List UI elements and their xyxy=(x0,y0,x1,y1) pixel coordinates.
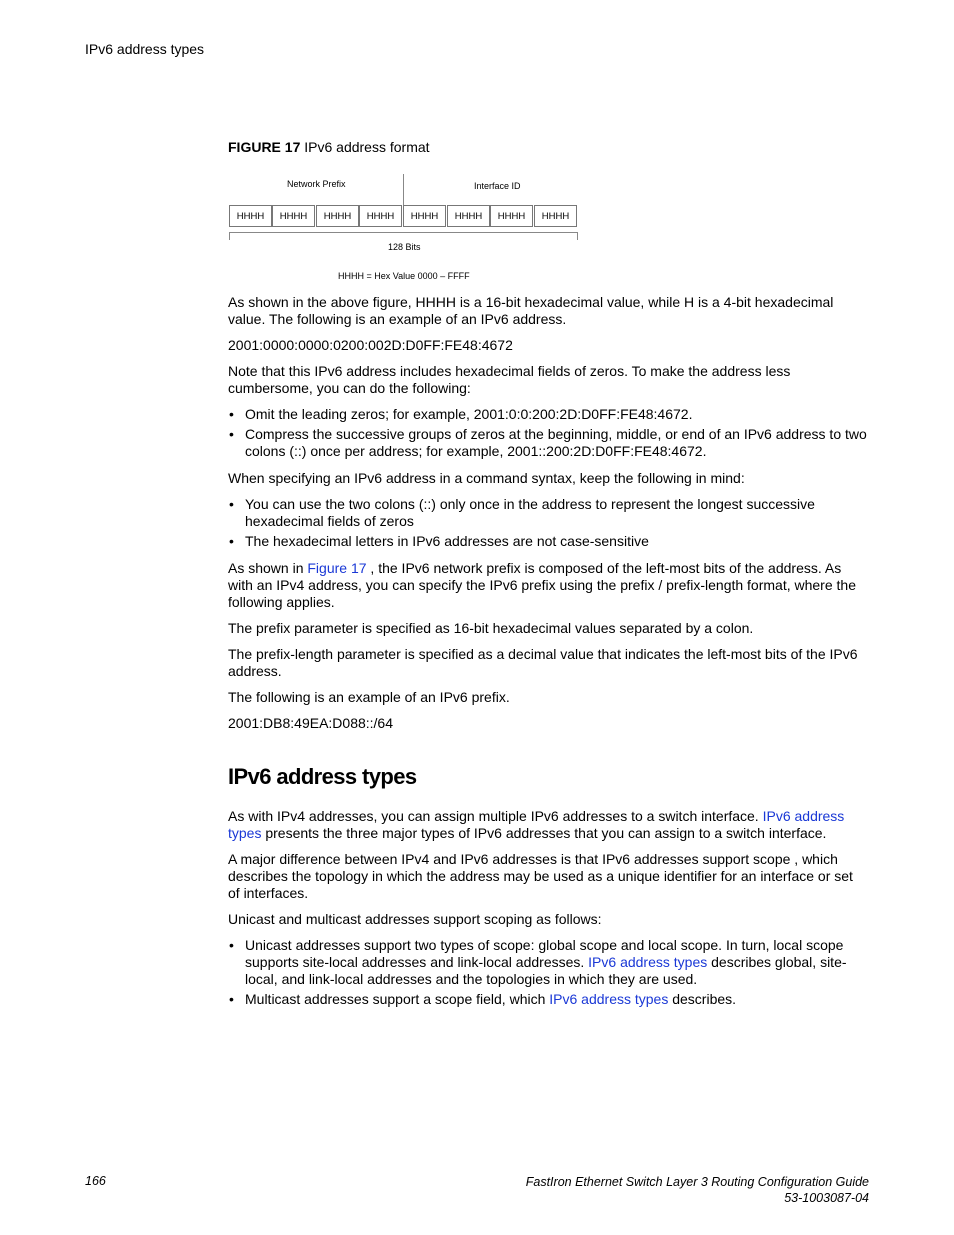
hex-cell: HHHH xyxy=(403,205,446,227)
text: describes. xyxy=(668,991,737,1007)
hex-cell: HHHH xyxy=(534,205,577,227)
paragraph: The prefix-length parameter is specified as a decimal value that indicates the left-most bits of the IPv6 address. xyxy=(228,646,858,679)
hex-cell: HHHH xyxy=(316,205,359,227)
bits-bracket-line xyxy=(229,232,577,233)
text: , the IPv6 network prefix is composed of the left-most bits of the address. As with an IPv4 address, you can specify the IPv6 prefix using the prefix / prefix-length format, where the following applies. xyxy=(228,560,856,610)
paragraph: Note that this IPv6 address includes hexadecimal fields of zeros. To make the address less cumbersome, you can do the following: xyxy=(228,363,791,396)
text: As with IPv4 addresses, you can assign multiple IPv6 addresses to a switch interface. xyxy=(228,808,763,824)
paragraph: Unicast and multicast addresses support scoping as follows: xyxy=(228,911,602,927)
prefix-divider-line xyxy=(403,174,404,205)
bits-label: 128 Bits xyxy=(388,242,421,252)
text: presents the three major types of IPv6 addresses that you can assign to a switch interface. xyxy=(261,825,827,841)
ipv6-prefix-example: 2001:DB8:49EA:D088::/64 xyxy=(228,715,394,731)
bits-bracket-left xyxy=(229,232,230,240)
figure-caption xyxy=(228,139,430,155)
text: describes global, site-local, and link-local addresses and the topologies in which they are used. xyxy=(245,954,847,987)
hex-cell: HHHH xyxy=(229,205,272,227)
figure-17-link[interactable]: Figure 17 xyxy=(307,560,367,576)
list-item: • The hexadecimal letters in IPv6 addresses are not case-sensitive xyxy=(228,533,868,550)
bullet-list xyxy=(228,496,868,550)
figure-label: FIGURE 17 xyxy=(228,139,301,155)
network-prefix-label: Network Prefix xyxy=(287,179,346,189)
ipv6-address-format-figure xyxy=(228,172,588,287)
section-heading: IPv6 address types xyxy=(228,764,417,789)
paragraph xyxy=(228,560,868,611)
ipv6-address-types-link[interactable]: IPv6 address types xyxy=(549,991,669,1007)
hex-cell: HHHH xyxy=(447,205,490,227)
paragraph: The prefix parameter is specified as 16-bit hexadecimal values separated by a colon. xyxy=(228,620,754,636)
footer-doc-info xyxy=(526,1174,869,1206)
text: Unicast addresses support two types of scope: global scope and local scope. In turn, local scope supports site-local addresses and link-local addresses. xyxy=(245,937,844,970)
list-item xyxy=(228,937,868,988)
hex-cell: HHHH xyxy=(272,205,315,227)
bullet-list xyxy=(228,937,868,1008)
bullet-list xyxy=(228,406,868,460)
hex-cell: HHHH xyxy=(359,205,402,227)
page-number: 166 xyxy=(85,1174,106,1188)
interface-id-label: Interface ID xyxy=(474,181,521,191)
text: As shown in xyxy=(228,560,308,576)
figure-legend: HHHH = Hex Value 0000 – FFFF xyxy=(338,271,470,281)
ipv6-address-types-link[interactable]: IPv6 address types xyxy=(588,954,708,970)
doc-number: 53-1003087-04 xyxy=(784,1191,869,1205)
paragraph xyxy=(228,808,868,842)
hex-cell: HHHH xyxy=(490,205,533,227)
paragraph: As shown in the above figure, HHHH is a 16-bit hexadecimal value, while H is a 4-bit hexadecimal value. The following is an example of an IPv6 address. xyxy=(228,294,834,327)
main-content xyxy=(228,294,868,1018)
paragraph: A major difference between IPv4 and IPv6 addresses is that IPv6 addresses support scope , which describes the topology in which the address may be used as a unique identifier for an interface or set of interfaces. xyxy=(228,851,853,901)
running-header: IPv6 address types xyxy=(85,41,205,57)
guide-title: FastIron Ethernet Switch Layer 3 Routing Configuration Guide xyxy=(525,1175,869,1189)
bits-bracket-right xyxy=(577,232,578,240)
list-item: • Compress the successive groups of zeros at the beginning, middle, or end of an IPv6 address to two colons (::) once per address; for example, 2001::200:2D:D0FF:FE48:4672. xyxy=(228,426,868,460)
paragraph: The following is an example of an IPv6 prefix. xyxy=(228,689,510,705)
list-item: • Omit the leading zeros; for example, 2001:0:0:200:2D:D0FF:FE48:4672. xyxy=(228,406,868,423)
list-item xyxy=(228,991,868,1008)
list-item: • You can use the two colons (::) only once in the address to represent the longest successive hexadecimal fields of zeros xyxy=(228,496,868,530)
paragraph: When specifying an IPv6 address in a command syntax, keep the following in mind: xyxy=(228,470,745,486)
text: Multicast addresses support a scope field, which xyxy=(245,991,550,1007)
figure-title: IPv6 address format xyxy=(304,139,430,155)
ipv6-example: 2001:0000:0000:0200:002D:D0FF:FE48:4672 xyxy=(228,337,513,353)
ipv6-address-types-link[interactable]: IPv6 address types xyxy=(228,808,845,841)
